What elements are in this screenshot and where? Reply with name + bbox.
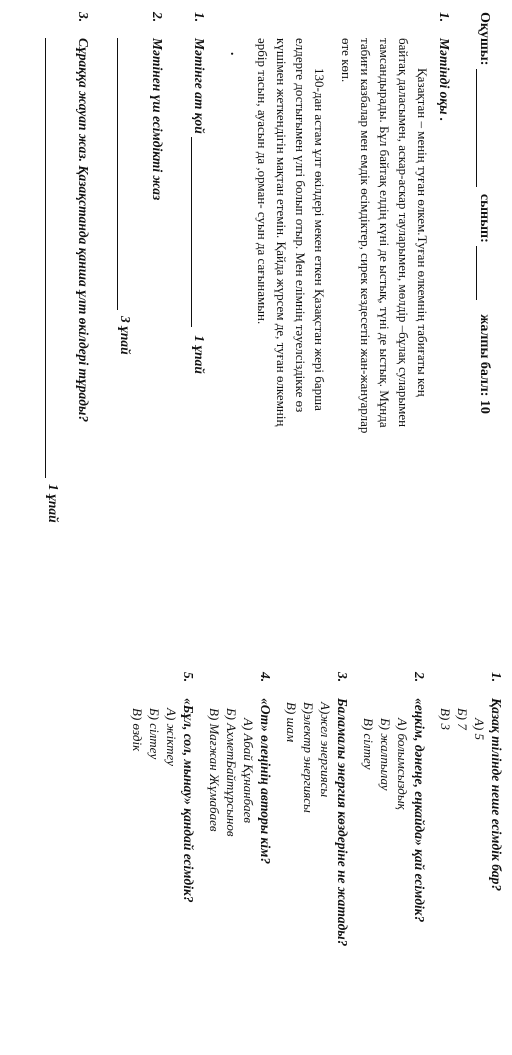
stray-dot: . (228, 52, 243, 56)
student-label: Оқушы: (477, 12, 492, 66)
task-text: Мәтінге ат қой (192, 38, 207, 134)
task-1-title (436, 12, 452, 532)
option-a[interactable]: А) болымсыздық (395, 718, 410, 810)
nationalities-answer-row (45, 38, 61, 532)
total-score-label: жалпы балл: 10 (477, 314, 492, 414)
question-text: «еңкім, дәнеңе, еңкайда» қай есімдік? (412, 698, 427, 923)
answer-blank[interactable] (45, 38, 46, 478)
option-c[interactable]: В) Мағжан Жұмабаев (207, 708, 222, 832)
task-nationalities-question: 3.Сұраққа жауап жаз. Қазақстанда қанша ұлт өкілдері тұрады? (76, 12, 91, 423)
question-text: «От» өлеңінің авторы кім? (258, 698, 273, 865)
text-line: елдерге достығымен үлгі болып отыр. Мен елімнің тәуелсіздікке өз (293, 38, 308, 413)
option-b[interactable]: Б) сілтеу (147, 708, 162, 760)
task-pronouns-question: 2.Мәтінен үш есімдікті жаз (150, 12, 165, 201)
multiple-choice-section (129, 672, 504, 1042)
question-1: 1.Қазақ тілінде неше есімдік бар? А) 5 Б) 7 В) 3 (437, 672, 504, 1042)
points-label: 1 ұпай (46, 484, 61, 523)
text-paragraph-1 (337, 38, 432, 532)
student-name-line (476, 69, 477, 187)
question-4: 4.«От» өлеңінің авторы кім? А) Абай Құнанбаев Б) АхметБайтұрсынов В) Мағжан Жұмабаев (206, 672, 273, 1042)
option-c[interactable]: В) шам (284, 702, 299, 743)
option-a[interactable]: А)жел энергиясы (318, 702, 333, 798)
option-a[interactable]: А) 5 (472, 718, 487, 741)
class-line (476, 246, 477, 300)
task-number: 1. (437, 12, 452, 23)
option-c[interactable]: В) өздік (130, 708, 145, 752)
text-line: күшімен жеткендігін мақтан етемін. Қайда жүрсем де, туған өлкемнің (274, 38, 289, 427)
reading-section (45, 12, 452, 532)
option-b[interactable]: Б) 7 (455, 708, 470, 730)
text-line: әрбір тасын, ауасын да ,орман- суын да сағынамын. (255, 38, 270, 325)
text-line: табиғи казбалар мен емдік өсімдіктер, сирек кездесетін жан-жануарлар (358, 38, 373, 434)
text-paragraph-2 (253, 38, 329, 532)
option-b[interactable]: Б)электр энергиясы (301, 702, 316, 813)
question-2: 2.«еңкім, дәнеңе, еңкайда» қай есімдік? А) болымсыздық Б) жалпылау В) сілтеу (360, 672, 427, 1042)
option-b[interactable]: Б) жалпылау (378, 718, 393, 791)
points-label: 1 ұпай (192, 335, 207, 374)
text-line: тамсандырады. Бұл байтақ елдің күні де ыстық, түні де ыстық. Мұнда (377, 38, 392, 428)
option-b[interactable]: Б) АхметБайтұрсынов (224, 708, 239, 837)
worksheet-header (476, 12, 492, 532)
text-line: 130-дан астам ұлт өкілдері мекен еткен Қазақстан жері барша (312, 68, 327, 411)
question-text: «Бұл, сол, мынау» қандай есімдік? (181, 698, 196, 903)
text-line: байтақ даласымен, аскар-аскар тауларымен, мөлдір –бұлақ суларымен (396, 38, 411, 428)
class-label: сынып: (477, 193, 492, 243)
option-a[interactable]: А) Абай Құнанбаев (241, 718, 256, 824)
answer-blank[interactable] (117, 38, 118, 310)
pronouns-answer-row (117, 38, 133, 532)
question-text: Қазақ тілінде неше есімдік бар? (489, 698, 504, 892)
text-line: Қазақтан – менің туған өлкем.Туған өлкемнің табиғаты кең (415, 68, 430, 397)
answer-blank[interactable] (191, 137, 192, 327)
option-c[interactable]: В) 3 (438, 708, 453, 731)
task-text: Сұраққа жауап жаз. Қазақстанда қанша ұлт өкілдері тұрады? (76, 38, 91, 423)
question-5: 5.«Бұл, сол, мынау» қандай есімдік? А) жіктеу Б) сілтеу В) өздік (129, 672, 196, 1042)
task-title-text: Мәтінді оқы . (437, 38, 452, 122)
question-3: 3.Баламалы энергия көздеріне не жатады? А)жел энергиясы Б)электр энергиясы В) шам (283, 672, 350, 1042)
option-c[interactable]: В) сілтеу (361, 718, 376, 770)
task-text: Мәтінен үш есімдікті жаз (150, 38, 165, 201)
question-text: Баламалы энергия көздеріне не жатады? (335, 698, 350, 947)
text-line: өте көп. (339, 38, 354, 83)
option-a[interactable]: А) жіктеу (164, 708, 179, 767)
task-title-question: 1.Мәтінге ат қой 1 ұпай (192, 12, 207, 374)
points-label: 3 ұпай (118, 316, 133, 355)
